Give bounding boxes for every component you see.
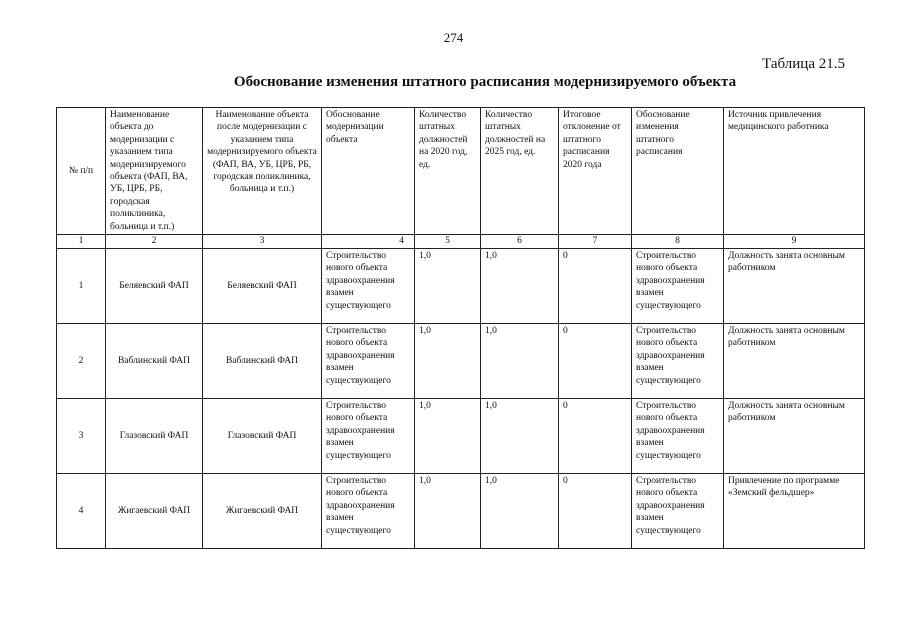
table-row: [57, 324, 865, 399]
modernization-justification: Строительство нового объекта здравоохранения взамен существующего: [322, 324, 415, 399]
table-row: [57, 474, 865, 549]
column-number-row: [57, 235, 865, 249]
staff-2025: 1,0: [481, 324, 559, 399]
deviation: 0: [559, 249, 632, 324]
staffing-table: [56, 107, 865, 549]
object-before: Беляевский ФАП: [106, 249, 203, 324]
header-cell-deviation: Итоговое отклонение от штатного расписания 2020 года: [559, 108, 632, 235]
staff-2025: 1,0: [481, 249, 559, 324]
header-row: [57, 108, 865, 235]
deviation: 0: [559, 474, 632, 549]
row-number: 1: [57, 249, 106, 324]
change-reason: Строительство нового объекта здравоохранения взамен существующего: [632, 324, 724, 399]
column-number: 8: [632, 235, 724, 249]
staff-2020: 1,0: [415, 324, 481, 399]
staff-source: Должность занята основным работником: [724, 249, 865, 324]
header-cell-justification: Обоснование модернизации объекта: [322, 108, 415, 235]
object-before: Ваблинский ФАП: [106, 324, 203, 399]
column-number: 1: [57, 235, 106, 249]
row-number: 3: [57, 399, 106, 474]
object-after: Ваблинский ФАП: [203, 324, 322, 399]
document-title: Обоснование изменения штатного расписания модернизируемого объекта: [233, 74, 737, 90]
row-number: 2: [57, 324, 106, 399]
modernization-justification: Строительство нового объекта здравоохранения взамен существующего: [322, 474, 415, 549]
column-number: 3: [203, 235, 322, 249]
header-cell-change-reason: Обоснование изменения штатного расписания: [632, 108, 724, 235]
deviation: 0: [559, 399, 632, 474]
object-before: Глазовский ФАП: [106, 399, 203, 474]
column-number: 2: [106, 235, 203, 249]
header-cell-before: Наименование объекта до модернизации с указанием типа модернизируемого объекта (ФАП, ВА, УБ, ЦРБ, РБ, городская поликлиника, больница и т.п.): [106, 108, 203, 235]
change-reason: Строительство нового объекта здравоохранения взамен существующего: [632, 249, 724, 324]
header-cell-source: Источник привлечения медицинского работника: [724, 108, 865, 235]
deviation: 0: [559, 324, 632, 399]
column-number: 7: [559, 235, 632, 249]
change-reason: Строительство нового объекта здравоохранения взамен существующего: [632, 399, 724, 474]
object-after: Беляевский ФАП: [203, 249, 322, 324]
object-after: Жигаевский ФАП: [203, 474, 322, 549]
row-number: 4: [57, 474, 106, 549]
table-row: [57, 399, 865, 474]
header-cell-staff-2020: Количество штатных должностей на 2020 год, ед.: [415, 108, 481, 235]
object-before: Жигаевский ФАП: [106, 474, 203, 549]
staff-2025: 1,0: [481, 474, 559, 549]
table-row: [57, 249, 865, 324]
modernization-justification: Строительство нового объекта здравоохранения взамен существующего: [322, 399, 415, 474]
column-number: 9: [724, 235, 865, 249]
staff-source: Должность занята основным работником: [724, 399, 865, 474]
header-cell-num: № п/п: [57, 108, 106, 235]
staff-source: Должность занята основным работником: [724, 324, 865, 399]
staff-2025: 1,0: [481, 399, 559, 474]
column-number: 4: [322, 235, 415, 249]
staff-source: Привлечение по программе «Земский фельдшер»: [724, 474, 865, 549]
column-number: 5: [415, 235, 481, 249]
object-after: Глазовский ФАП: [203, 399, 322, 474]
column-number: 6: [481, 235, 559, 249]
change-reason: Строительство нового объекта здравоохранения взамен существующего: [632, 474, 724, 549]
staff-2020: 1,0: [415, 474, 481, 549]
header-cell-after: Наименование объекта после модернизации с указанием типа модернизируемого объекта (ФАП, ВА, УБ, ЦРБ, РБ, городская поликлиника, больница и т.п.): [203, 108, 322, 235]
header-cell-staff-2025: Количество штатных должностей на 2025 год, ед.: [481, 108, 559, 235]
staff-2020: 1,0: [415, 399, 481, 474]
table-label: Таблица 21.5: [762, 56, 845, 72]
modernization-justification: Строительство нового объекта здравоохранения взамен существующего: [322, 249, 415, 324]
page-number: 274: [443, 30, 464, 45]
staff-2020: 1,0: [415, 249, 481, 324]
